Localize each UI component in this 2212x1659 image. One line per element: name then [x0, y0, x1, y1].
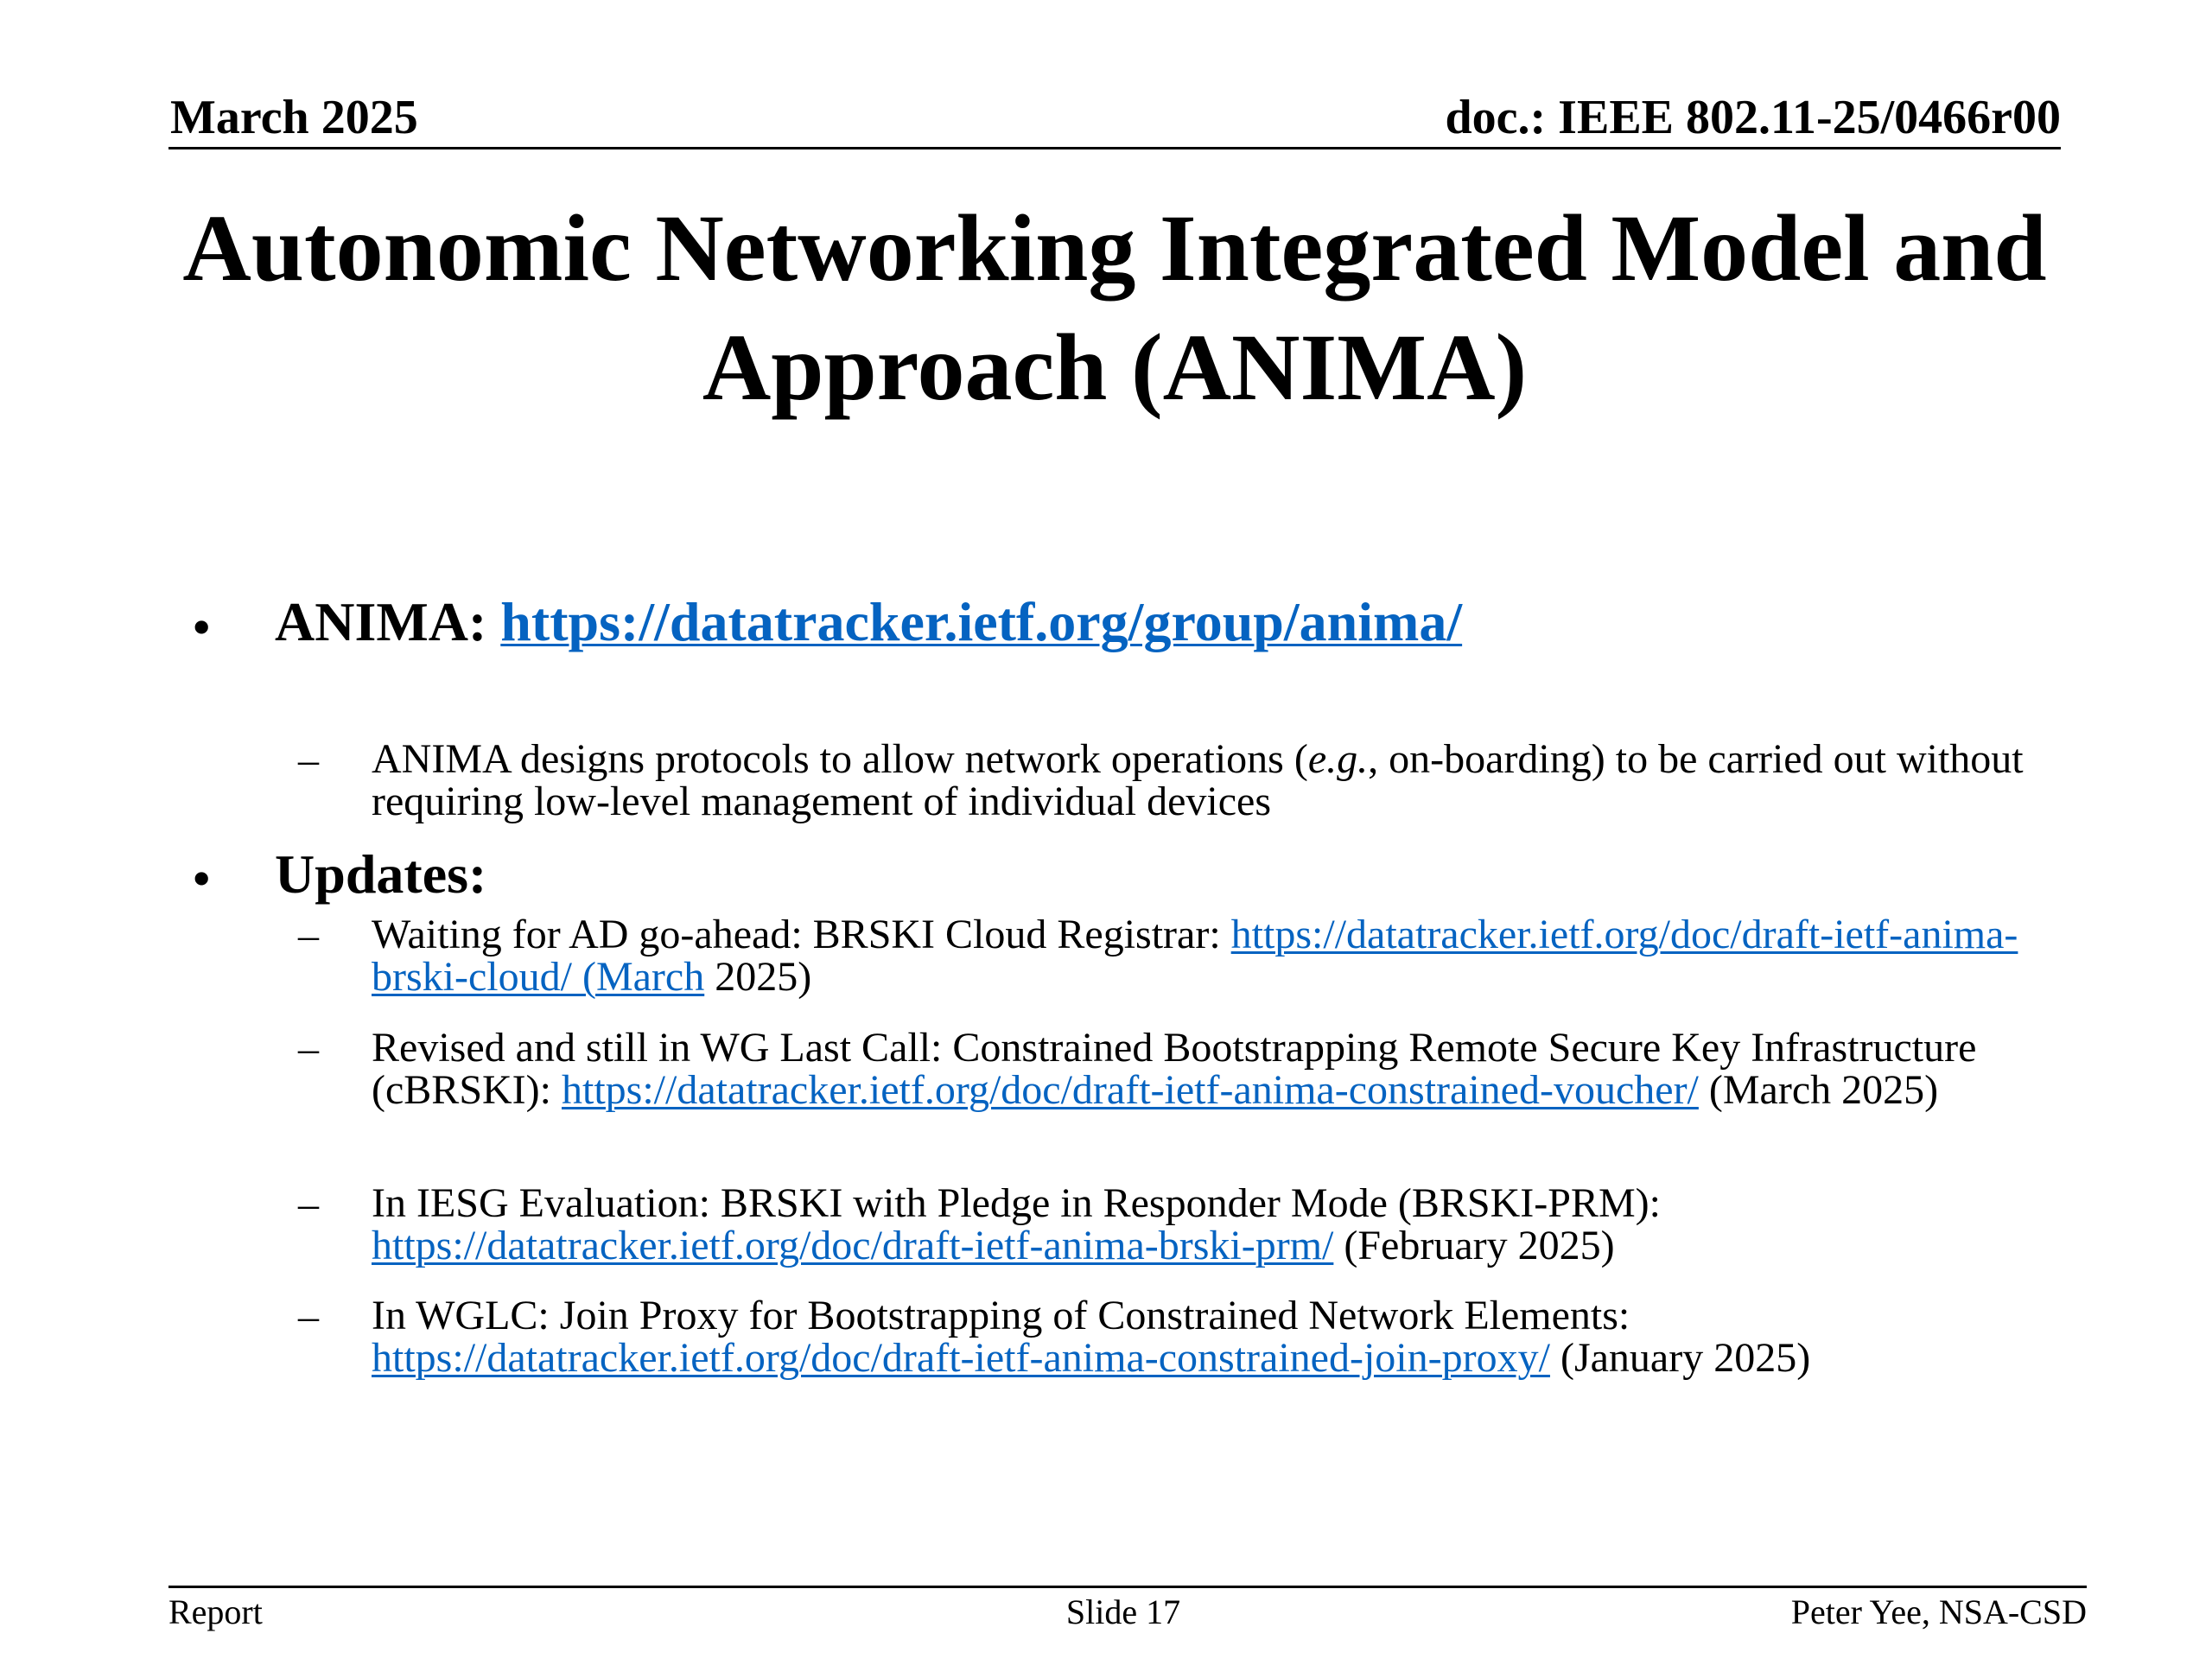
anima-description-italic: e.g.: [1307, 736, 1369, 782]
bullet-anima: [275, 591, 1463, 652]
update-item-date: (January 2025): [1549, 1335, 1811, 1381]
footer-slide-number: Slide 17: [1065, 1592, 1181, 1631]
bullet-marker: •: [192, 596, 212, 658]
update-item-text: In IESG Evaluation: BRSKI with Pledge in Responder Mode (BRSKI-PRM):: [372, 1180, 1661, 1226]
update-item-date: (February 2025): [1333, 1223, 1615, 1268]
update-item-date: 2025): [704, 954, 812, 1000]
anima-description-text-end: , on-boarding) to be carried out without requiring low-level management of individual devices: [372, 736, 2024, 824]
footer-divider: [168, 1586, 2087, 1588]
update-item-join-proxy: [372, 1294, 2082, 1379]
bullet-marker: •: [192, 848, 212, 909]
header-date: March 2025: [170, 91, 418, 144]
footer-report: Report: [168, 1592, 263, 1631]
bullet-updates: Updates:: [275, 843, 487, 905]
dash-marker: –: [298, 737, 319, 783]
update-item-text: Revised and still in WG Last Call: Constrained Bootstrapping Remote Secure Key Infrastructure (cBRSKI):: [372, 1025, 1977, 1113]
update-item-date: (March 2025): [1698, 1067, 1939, 1113]
constrained-voucher-link[interactable]: https://datatracker.ietf.org/doc/draft-ietf-anima-constrained-voucher/: [561, 1067, 1699, 1113]
update-item-brski-cloud: [372, 913, 2082, 998]
update-item-brski-prm: [372, 1182, 2082, 1267]
dash-marker: –: [298, 912, 319, 958]
dash-marker: –: [298, 1181, 319, 1227]
update-item-constrained-voucher: [372, 1027, 2082, 1111]
brski-cloud-link[interactable]: https://datatracker.ietf.org/doc/draft-ietf-anima-brski-cloud/ (March: [372, 912, 2018, 1000]
update-item-text: In WGLC: Join Proxy for Bootstrapping of Constrained Network Elements:: [372, 1293, 1630, 1338]
update-item-text: Waiting for AD go-ahead: BRSKI Cloud Registrar:: [372, 912, 1231, 957]
join-proxy-link[interactable]: https://datatracker.ietf.org/doc/draft-ietf-anima-constrained-join-proxy/: [372, 1335, 1550, 1381]
dash-marker: –: [298, 1026, 319, 1071]
brski-prm-link[interactable]: https://datatracker.ietf.org/doc/draft-ietf-anima-brski-prm/: [372, 1223, 1334, 1268]
anima-description: [372, 738, 2082, 823]
header-divider: [168, 147, 2061, 149]
footer-author: Peter Yee, NSA-CSD: [1790, 1592, 2087, 1631]
slide-title: Autonomic Networking Integrated Model and Approach (ANIMA): [182, 195, 2047, 420]
dash-marker: –: [298, 1294, 319, 1339]
anima-group-link[interactable]: https://datatracker.ietf.org/group/anima/: [500, 591, 1463, 652]
anima-description-text: ANIMA designs protocols to allow network operations (: [372, 736, 1308, 782]
anima-label: ANIMA:: [275, 591, 501, 652]
header-doc-number: doc.: IEEE 802.11-25/0466r00: [1445, 91, 2061, 144]
